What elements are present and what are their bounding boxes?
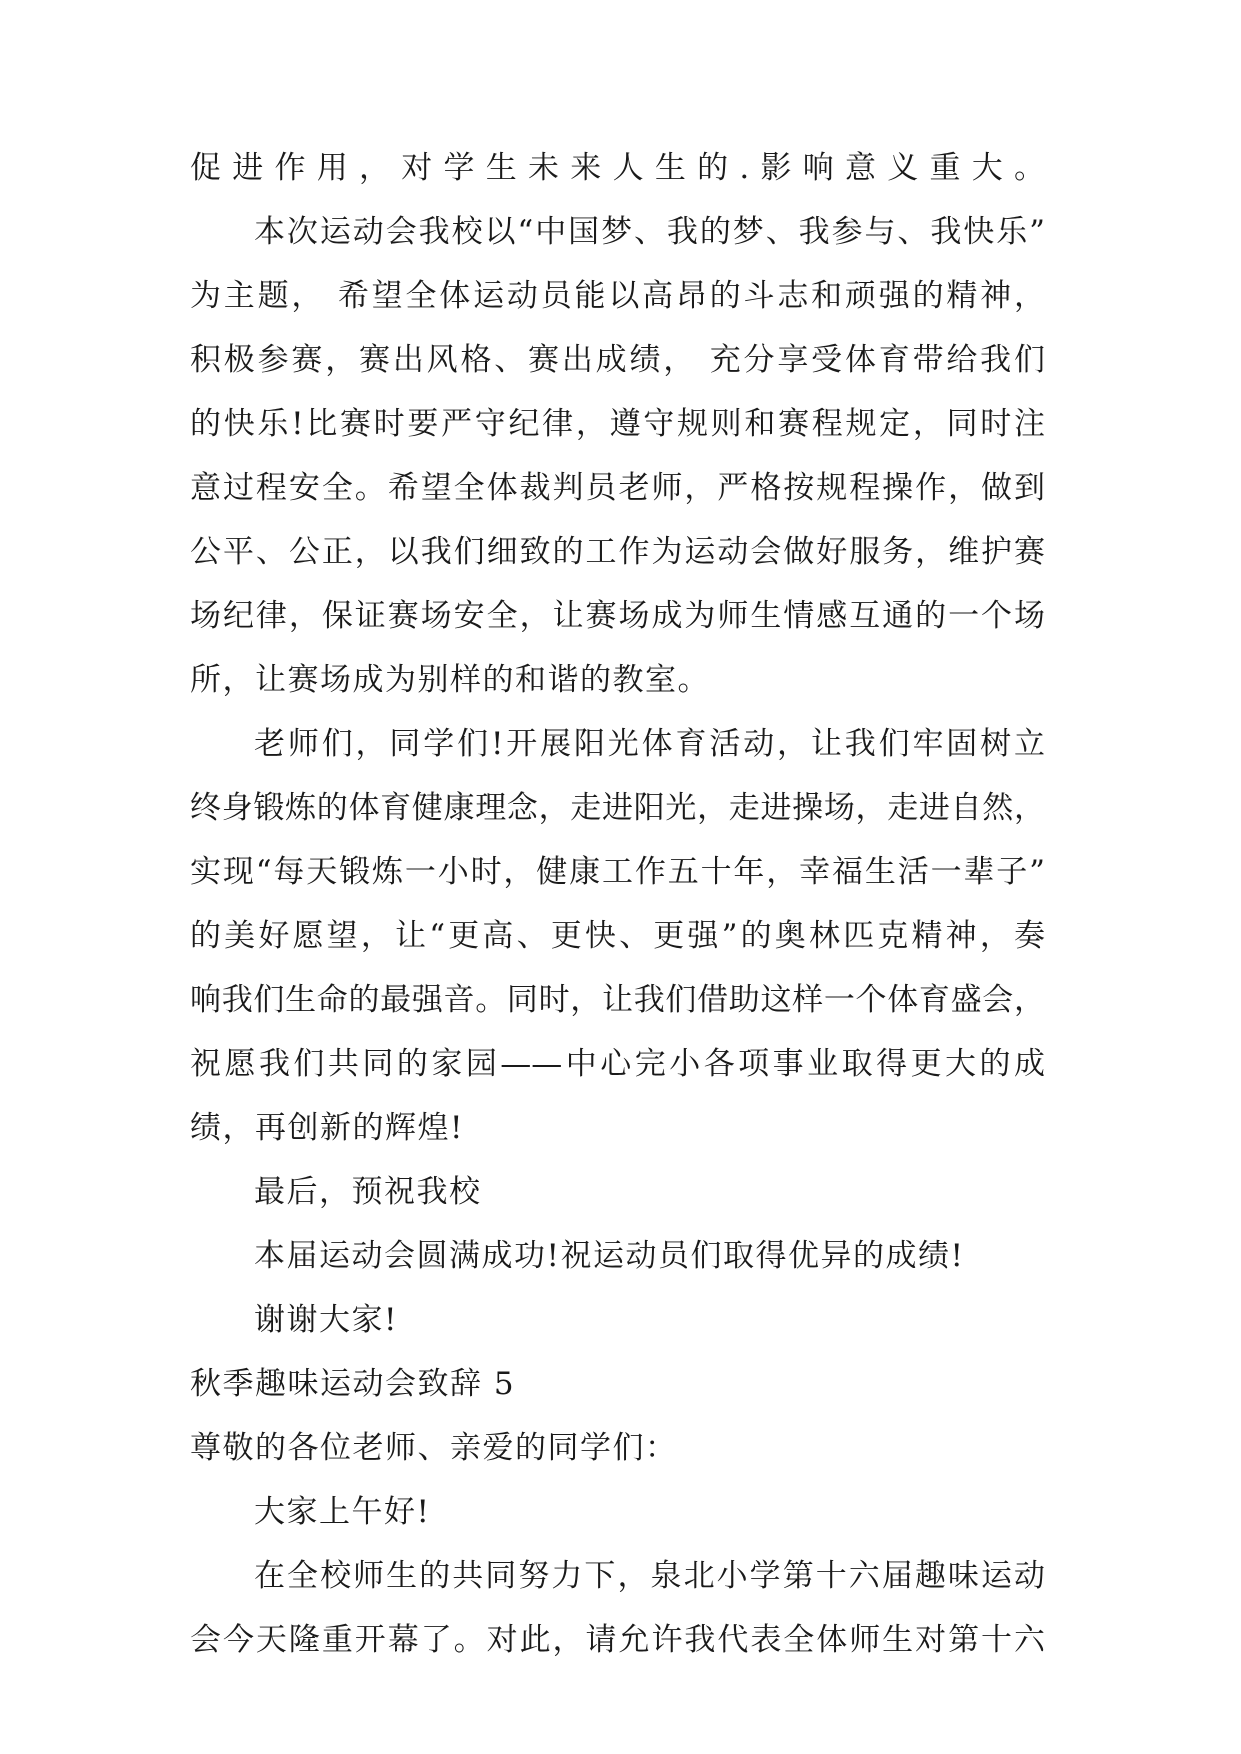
paragraph-line: 终身锻炼的体育健康理念，走进阳光，走进操场，走进自然，	[190, 790, 1045, 826]
paragraph-line: 响我们生命的最强音。同时，让我们借助这样一个体育盛会，	[190, 982, 1045, 1018]
paragraph-line: 促进作用，对学生未来人生的.影响意义重大。	[190, 150, 1045, 186]
section-heading: 秋季趣味运动会致辞 5	[190, 1366, 516, 1402]
paragraph-line: 意过程安全。希望全体裁判员老师，严格按规程操作，做到	[190, 470, 1045, 506]
paragraph-line: 场纪律，保证赛场安全，让赛场成为师生情感互通的一个场	[190, 598, 1045, 634]
paragraph-line: 所，让赛场成为别样的和谐的教室。	[190, 662, 710, 698]
paragraph-line: 积极参赛，赛出风格、赛出成绩， 充分享受体育带给我们	[190, 342, 1045, 378]
paragraph-line: 的美好愿望，让“更高、更快、更强”的奥林匹克精神，奏	[190, 918, 1045, 954]
paragraph-line: 本届运动会圆满成功!祝运动员们取得优异的成绩!	[254, 1238, 965, 1274]
paragraph-line: 的快乐!比赛时要严守纪律，遵守规则和赛程规定，同时注	[190, 406, 1045, 442]
paragraph-line: 谢谢大家!	[254, 1302, 398, 1338]
paragraph-line: 祝愿我们共同的家园——中心完小各项事业取得更大的成	[190, 1046, 1045, 1082]
paragraph-line: 最后，预祝我校	[254, 1174, 482, 1210]
paragraph-line: 实现“每天锻炼一小时，健康工作五十年，幸福生活一辈子”	[190, 854, 1045, 890]
salutation: 尊敬的各位老师、亲爱的同学们：	[190, 1430, 678, 1466]
paragraph-line: 会今天隆重开幕了。对此，请允许我代表全体师生对第十六	[190, 1622, 1045, 1658]
paragraph-line: 公平、公正，以我们细致的工作为运动会做好服务，维护赛	[190, 534, 1045, 570]
paragraph-line: 为主题， 希望全体运动员能以高昂的斗志和顽强的精神，	[190, 278, 1045, 314]
paragraph-line: 老师们，同学们!开展阳光体育活动，让我们牢固树立	[254, 726, 1045, 762]
paragraph-line: 在全校师生的共同努力下，泉北小学第十六届趣味运动	[254, 1558, 1045, 1594]
greeting: 大家上午好!	[254, 1494, 431, 1530]
paragraph-line: 本次运动会我校以“中国梦、我的梦、我参与、我快乐”	[254, 214, 1045, 250]
paragraph-line: 绩，再创新的辉煌!	[190, 1110, 464, 1146]
